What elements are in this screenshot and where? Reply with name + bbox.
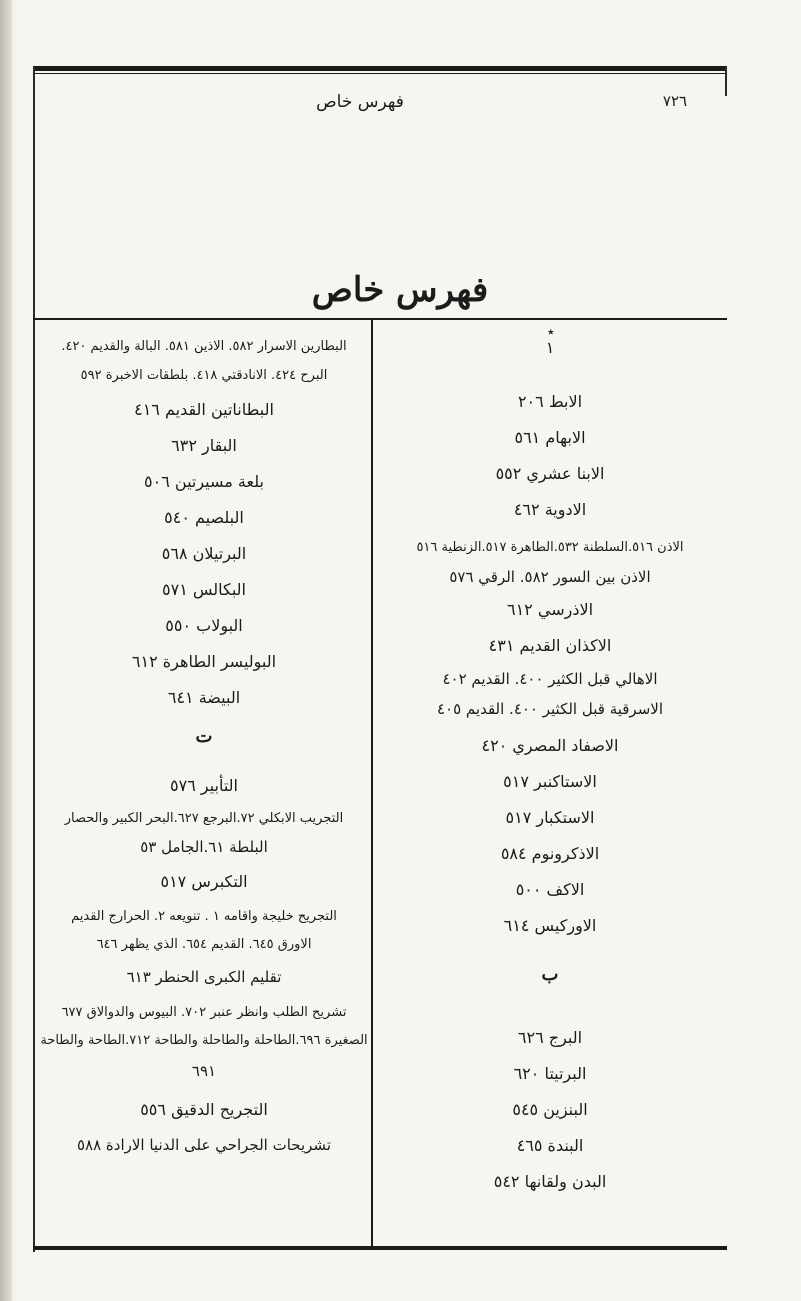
index-entry: التكبرس ٥١٧	[160, 872, 248, 891]
index-entry: الابط ٢٠٦	[517, 392, 583, 411]
index-entry: الاكذان القديم ٤٣١	[488, 636, 612, 655]
index-entry: بلعة مسيرتين ٥٠٦	[144, 472, 264, 491]
index-entry: البرج ٦٢٦	[517, 1028, 583, 1047]
table-top-rule	[33, 318, 727, 320]
index-entry: تشريحات الجراحي على الدنيا الارادة ٥٨٨	[76, 1136, 331, 1154]
running-head: فهرس خاص	[316, 92, 404, 112]
index-entry: التجريح الدقيق ٥٥٦	[140, 1100, 268, 1119]
page-frame-left	[33, 66, 35, 1252]
index-entry: البولاب ٥٥٠	[165, 616, 243, 635]
column-divider	[371, 318, 373, 1250]
page-frame-right	[725, 66, 727, 96]
main-title: فهرس خاص	[311, 270, 489, 310]
index-entry: البوليسر الطاهرة ٦١٢	[131, 652, 277, 671]
index-entry: الاستاكنبر ٥١٧	[503, 772, 597, 791]
index-entry: البلطة ٦١.الجامل ٥٣	[140, 838, 268, 856]
book-binding-edge	[0, 0, 12, 1301]
section-letter: ب	[541, 964, 559, 985]
index-entry: ١	[545, 338, 555, 357]
index-entry: البدن ولقانها ٥٤٢	[493, 1172, 607, 1191]
index-entry: البطارين الاسرار ٥٨٢. الاذين ٥٨١. البالة والقديم ٤٢٠.	[61, 339, 347, 354]
index-entry: البندة ٤٦٥	[516, 1136, 584, 1155]
index-entry: البيضة ٦٤١	[167, 688, 241, 707]
index-entry: الاورق ٦٤٥. القديم ٦٥٤. الذي يظهر ٦٤٦	[96, 937, 312, 952]
index-entry: التجريب الابكلي ٧٢.البرجع ٦٢٧.البحر الكبير والحصار	[64, 811, 344, 826]
page-number: ٧٢٦	[662, 92, 688, 110]
index-entry: البرتيلان ٥٦٨	[161, 544, 247, 563]
index-entry: البقار ٦٣٢	[171, 436, 237, 455]
index-entry: البرح ٤٢٤. الانادقتي ٤١٨. بلطقات الاخبرة ٥٩٢	[80, 368, 328, 383]
index-entry: البرتيتا ٦٢٠	[513, 1064, 587, 1083]
index-entry: تشريح الطلب وانظر عنبر ٧٠٢. البيوس والدوالاق ٦٧٧	[61, 1005, 347, 1020]
index-entry: البكالس ٥٧١	[162, 580, 246, 599]
index-entry: الصغيرة ٦٩٦.الطاحلة والطاحلة والطاحة ٧١٢.الطاحة والطاحة	[40, 1033, 368, 1048]
index-entry: الاذن بين السور ٥٨٢. الرقي ٥٧٦	[449, 568, 651, 586]
index-entry: ٦٩١	[191, 1062, 217, 1080]
index-entry: الاصفاد المصري ٤٢٠	[481, 736, 619, 755]
index-entry: الاسرقية قبل الكثير ٤٠٠. القديم ٤٠٥	[436, 700, 664, 718]
index-entry: الاهالي قبل الكثير ٤٠٠. القديم ٤٠٢	[442, 670, 658, 688]
index-entry: الاذكرونوم ٥٨٤	[500, 844, 600, 863]
index-entry: الاذن ٥١٦.السلطنة ٥٣٢.الطاهرة ٥١٧.الزنطية ٥١٦	[416, 540, 684, 555]
index-entry: البلصيم ٥٤٠	[164, 508, 244, 527]
index-entry: الادوية ٤٦٢	[513, 500, 587, 519]
index-entry: تقليم الكبرى الحنطر ٦١٣	[126, 968, 282, 986]
index-entry: الابنا عشري ٥٥٢	[495, 464, 605, 483]
index-entry: الاستكبار ٥١٧	[505, 808, 595, 827]
index-entry: الاكف ٥٠٠	[515, 880, 585, 899]
index-entry: التجريح خليجة واقامه ١ . تنويعه ٢. الحرارج القديم	[71, 909, 337, 924]
header-rule-thin	[33, 73, 727, 74]
header-rule-thick	[33, 66, 727, 71]
index-entry: الاوركيس ٦١٤	[503, 916, 597, 935]
section-letter: ت	[195, 726, 213, 747]
index-entry: التأبير ٥٧٦	[170, 776, 238, 795]
index-entry: الاذرسي ٦١٢	[506, 600, 594, 619]
table-bottom-rule	[33, 1246, 727, 1250]
index-entry: البطاناتين القديم ٤١٦	[134, 400, 274, 419]
index-entry: البنزين ٥٤٥	[512, 1100, 588, 1119]
index-entry: الابهام ٥٦١	[514, 428, 586, 447]
top-sign-mark: ٭	[547, 324, 555, 340]
